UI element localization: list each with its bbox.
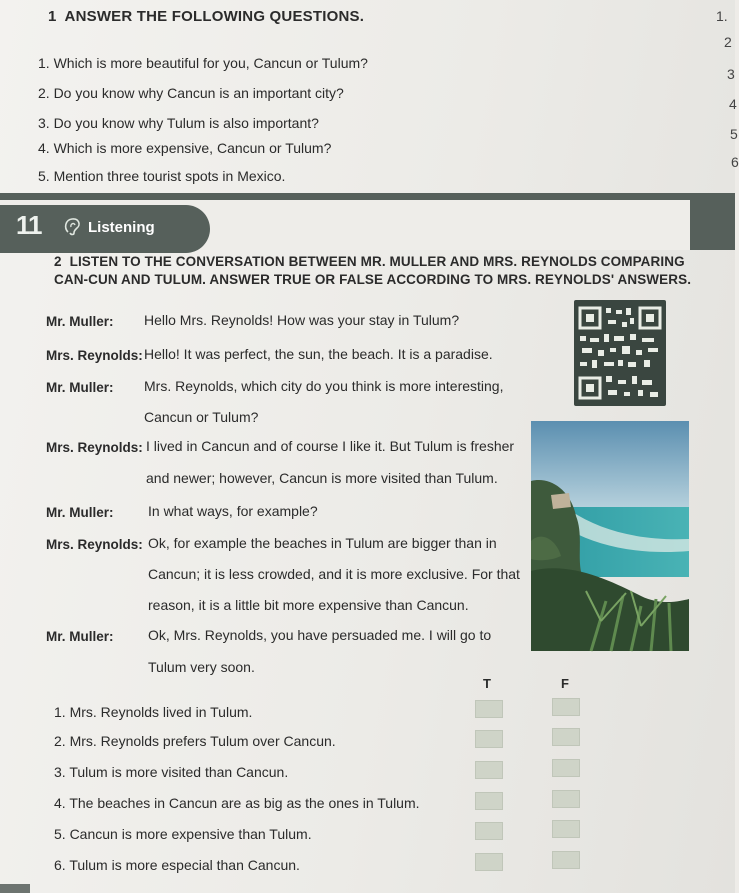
question-4: 4. Which is more expensive, Cancun or Tulum?: [38, 140, 332, 156]
tf-statement-1: 1. Mrs. Reynolds lived in Tulum.: [54, 704, 253, 720]
tf-statement-6: 6. Tulum is more especial than Cancun.: [54, 857, 300, 873]
section2-number: 2: [54, 254, 62, 269]
true-checkbox-3[interactable]: [475, 761, 503, 779]
true-checkbox-5[interactable]: [475, 822, 503, 840]
false-checkbox-1[interactable]: [552, 698, 580, 716]
speaker-label: Mrs. Reynolds:: [46, 537, 143, 552]
page-corner-mark: [0, 884, 30, 893]
section2-heading: [54, 253, 694, 289]
false-checkbox-6[interactable]: [552, 851, 580, 869]
false-checkbox-5[interactable]: [552, 820, 580, 838]
true-column-header: T: [483, 676, 491, 691]
qr-code-pattern: [574, 300, 666, 406]
false-checkbox-2[interactable]: [552, 728, 580, 746]
dialogue-line: I lived in Cancun and of course I like it. But Tulum is fresher: [146, 438, 515, 454]
margin-number-4: 4: [729, 96, 737, 112]
section1-number: 1: [48, 8, 57, 25]
true-checkbox-6[interactable]: [475, 853, 503, 871]
speaker-label: Mr. Muller:: [46, 380, 114, 395]
dialogue-line: Ok, for example the beaches in Tulum are bigger than in: [148, 535, 497, 551]
dialogue-line: In what ways, for example?: [148, 503, 318, 519]
true-checkbox-4[interactable]: [475, 792, 503, 810]
section2-title: LISTEN TO THE CONVERSATION BETWEEN MR. MULLER AND MRS. REYNOLDS COMPARING CAN-CUN AND TULUM. ANSWER TRUE OR FALSE ACCORDING TO MRS. REYNOLDS' ANSWERS.: [54, 254, 692, 287]
question-2: 2. Do you know why Cancun is an important city?: [38, 85, 344, 101]
dialogue-line: Hello! It was perfect, the sun, the beach. It is a paradise.: [144, 346, 493, 362]
true-checkbox-2[interactable]: [475, 730, 503, 748]
section1-heading: [48, 8, 364, 25]
lesson-title: Listening: [88, 219, 155, 236]
dialogue-line: Cancun or Tulum?: [144, 409, 259, 425]
false-checkbox-3[interactable]: [552, 759, 580, 777]
section1-title: ANSWER THE FOLLOWING QUESTIONS.: [64, 8, 365, 25]
tulum-coast-photo: [531, 421, 689, 651]
listening-ear-icon: [62, 216, 84, 236]
tf-statement-2: 2. Mrs. Reynolds prefers Tulum over Cancun.: [54, 733, 336, 749]
speaker-label: Mr. Muller:: [46, 629, 114, 644]
margin-number-6: 6: [731, 154, 739, 170]
speaker-label: Mrs. Reynolds:: [46, 440, 143, 455]
dialogue-line: Tulum very soon.: [148, 659, 255, 675]
dialogue-line: Cancun; it is less crowded, and it is more exclusive. For that: [148, 566, 520, 582]
false-column-header: F: [561, 676, 569, 691]
false-checkbox-4[interactable]: [552, 790, 580, 808]
dialogue-line: Ok, Mrs. Reynolds, you have persuaded me. I will go to: [148, 627, 492, 643]
margin-number-5: 5: [730, 126, 738, 142]
margin-number-2: 2: [724, 34, 732, 50]
dialogue-line: reason, it is a little bit more expensive than Cancun.: [148, 597, 469, 613]
question-1: 1. Which is more beautiful for you, Cancun or Tulum?: [38, 55, 368, 71]
margin-number-3: 3: [727, 66, 735, 82]
speaker-label: Mrs. Reynolds:: [46, 348, 143, 363]
question-5: 5. Mention three tourist spots in Mexico.: [38, 168, 286, 184]
dialogue-line: Mrs. Reynolds, which city do you think is more interesting,: [144, 378, 504, 394]
dialogue-line: and newer; however, Cancun is more visited than Tulum.: [146, 470, 498, 486]
question-3: 3. Do you know why Tulum is also important?: [38, 115, 319, 131]
lesson-number: 11: [16, 210, 42, 240]
dialogue-line: Hello Mrs. Reynolds! How was your stay in Tulum?: [144, 312, 460, 328]
margin-number-1: 1.: [716, 8, 728, 24]
tf-statement-3: 3. Tulum is more visited than Cancun.: [54, 764, 289, 780]
true-checkbox-1[interactable]: [475, 700, 503, 718]
qr-code: [574, 300, 666, 406]
speaker-label: Mr. Muller:: [46, 505, 114, 520]
tf-statement-5: 5. Cancun is more expensive than Tulum.: [54, 826, 312, 842]
tf-statement-4: 4. The beaches in Cancun are as big as the ones in Tulum.: [54, 795, 420, 811]
tulum-coast-illustration: [531, 421, 689, 651]
speaker-label: Mr. Muller:: [46, 314, 114, 329]
